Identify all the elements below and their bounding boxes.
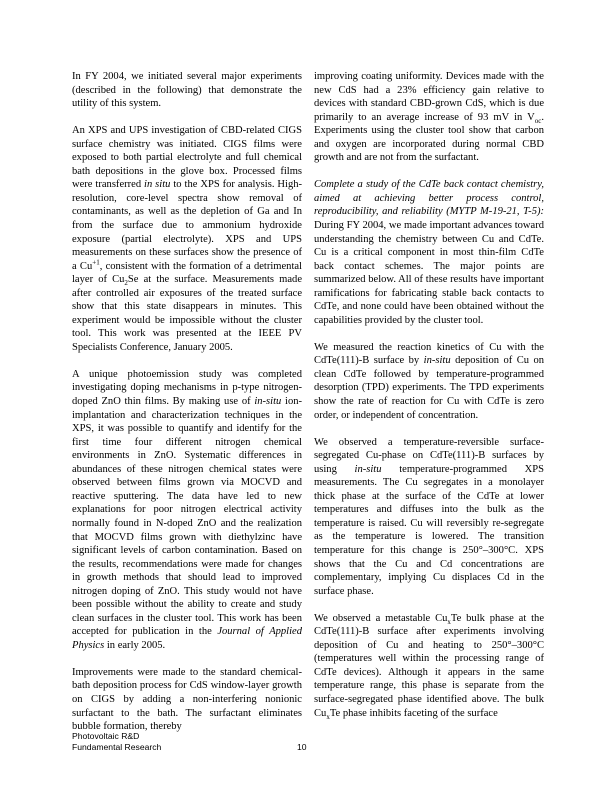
subscript: oc bbox=[534, 116, 542, 125]
paragraph-text: in early 2005. bbox=[106, 639, 166, 651]
paragraph-fy2004-intro bbox=[72, 70, 302, 111]
paragraph-text: We observed a metastable Cu bbox=[314, 612, 448, 624]
footer-label bbox=[72, 731, 161, 752]
paragraph-text: improving coating uniformity. Devices made with the new CdS had a 23% efficiency gain relative to devices with standard CBD-grown CdS, which is due primarily to an average increase of 93 mV in V bbox=[314, 71, 544, 123]
paragraph-text: ion-implantation and characterization techniques in the XPS, it was possible to quantify and identify for the first time four different nitrogen chemical environments in ZnO. Systematic differences in abundances of these nitrogen chemical states were observed between films grown via MOCVD and reactive sputtering. The data have led to new explanations for poor nitrogen electrical activity normally found in N-doped ZnO and the realization that MOCVD films grown with diethylzinc have significant levels of carbon contamination. Based on the results, recommendations were made for changes in growth methods that should lead to improved nitrogen doping of ZnO. This study would not have been possible without the ability to create and study clean surfaces in the cluster tool. This work has been accepted for publication in the bbox=[72, 396, 303, 638]
page-number: 10 bbox=[297, 742, 307, 752]
paragraph-text: Improvements were made to the standard chemical-bath deposition process for CdS window-layer growth on CIGS by adding a non-interfering nonionic surfactant to the bath. The surfactant eliminates bubble formation, thereby bbox=[72, 666, 302, 733]
paragraph-zno-photoemission bbox=[72, 368, 302, 652]
paragraph-text: During FY 2004, we made important advances toward understanding the chemistry between Cu and CdTe. Cu is a critical component in most thin-film CdTe back contact schemes. The major points are summarized below. All of these results have important ramifications for fabricating stable back contacts to CdTe, and none could have been obtained without the capabilities provided by the cluster tool. bbox=[314, 219, 544, 326]
paragraph-text: temperature-programmed XPS measurements. The Cu segregates in a monolayer thick phase at the surface of the CdTe at lower temperatures and diffuses into the bulk as the temperature is raised. Cu will reversibly re-segregate as the temperature is lowered. The transition temperature for this change is 250°–300°C. XPS shows that the Cu and Cd concentrations are complementary, implying Cu displaces Cd in the surface phase. bbox=[314, 463, 544, 597]
paragraph-cds-improvements bbox=[72, 666, 302, 734]
paragraph-reaction-kinetics bbox=[314, 341, 544, 422]
paragraph-text: , consistent with the formation of a detrimental layer of Cu bbox=[72, 260, 302, 286]
paragraph-text: . Experiments using the cluster tool show that carbon and oxygen are incorporated during normal CBD growth and are not from the surfactant. bbox=[314, 111, 544, 164]
paragraph-text: Te phase inhibits faceting of the surface bbox=[329, 707, 498, 719]
paragraph-text: Se at the surface. Measurements made after controlled air exposures of the treated surface show that this state disappears in minutes. This experiment would be impossible without the cluster tool. This work was presented at the IEEE PV Specialists Conference, January 2005. bbox=[72, 274, 302, 353]
italic-term: in situ bbox=[144, 179, 171, 191]
paragraph-cigs-xps-ups bbox=[72, 124, 302, 354]
subscript: 2 bbox=[124, 279, 128, 288]
paragraph-text: Te bulk phase at the CdTe(111)-B surface after experiments involving deposition of Cu and heating to 250°–300°C (temperatures well within the processing range of CdTe devices). Although it appears in the same temperature range, this phase is separate from the surface-segregated phase identified above. The bulk Cu bbox=[314, 612, 544, 719]
italic-term: in-situ bbox=[354, 463, 382, 475]
subscript: x bbox=[447, 617, 451, 626]
paragraph-surface-segregated-cu bbox=[314, 436, 544, 599]
milestone-heading: Complete a study of the CdTe back contact chemistry, aimed at achieving better process control, reproducibility, and reliability (MYTP M-19-21, T-5): bbox=[314, 179, 544, 218]
right-column bbox=[314, 70, 544, 720]
paragraph-cds-continued bbox=[314, 70, 544, 165]
footer-line-program: Photovoltaic R&D bbox=[72, 731, 140, 741]
paragraph-text: to the XPS for analysis. High-resolution, core-level spectra show removal of contaminants, as well as the depletion of Ga and In from the surface due to ammonium hydroxide exposure (partial electrolyte). XPS and UPS measurements on these surfaces show the presence of a Cu bbox=[72, 179, 302, 272]
paragraph-text: deposition of Cu on clean CdTe followed by temperature-programmed desorption (TPD) experiments. The TPD experiments show the rate of reaction for Cu with CdTe is zero order, or independent of concentration. bbox=[314, 355, 545, 421]
subscript: x bbox=[326, 712, 330, 721]
paragraph-text: We measured the reaction kinetics of Cu with the CdTe(111)-B surface by bbox=[314, 341, 544, 367]
paragraph-text: A unique photoemission study was completed investigating doping mechanisms in p-type nitrogen-doped ZnO thin films. By making use of bbox=[72, 368, 302, 408]
superscript: +1 bbox=[92, 258, 100, 267]
italic-term: in-situ bbox=[254, 396, 282, 408]
journal-title: Journal of Applied Physics bbox=[72, 626, 302, 651]
paragraph-text: In FY 2004, we initiated several major experiments (described in the following) that demonstrate the utility of this system. bbox=[72, 71, 302, 110]
paragraph-text: We observed a temperature-reversible surface-segregated Cu-phase on CdTe(111)-B surfaces by using bbox=[314, 436, 544, 475]
paragraph-metastable-cuxte bbox=[314, 612, 544, 720]
italic-term: in-situ bbox=[423, 355, 451, 367]
left-column bbox=[72, 70, 302, 734]
paragraph-text: An XPS and UPS investigation of CBD-related CIGS surface chemistry was initiated. CIGS films were exposed to both partial electrolyte and full chemical bath depositions in the glove box. Processed films were transferred bbox=[72, 125, 302, 191]
footer-line-section: Fundamental Research bbox=[72, 741, 162, 752]
paragraph-cdte-back-contact bbox=[314, 178, 544, 327]
